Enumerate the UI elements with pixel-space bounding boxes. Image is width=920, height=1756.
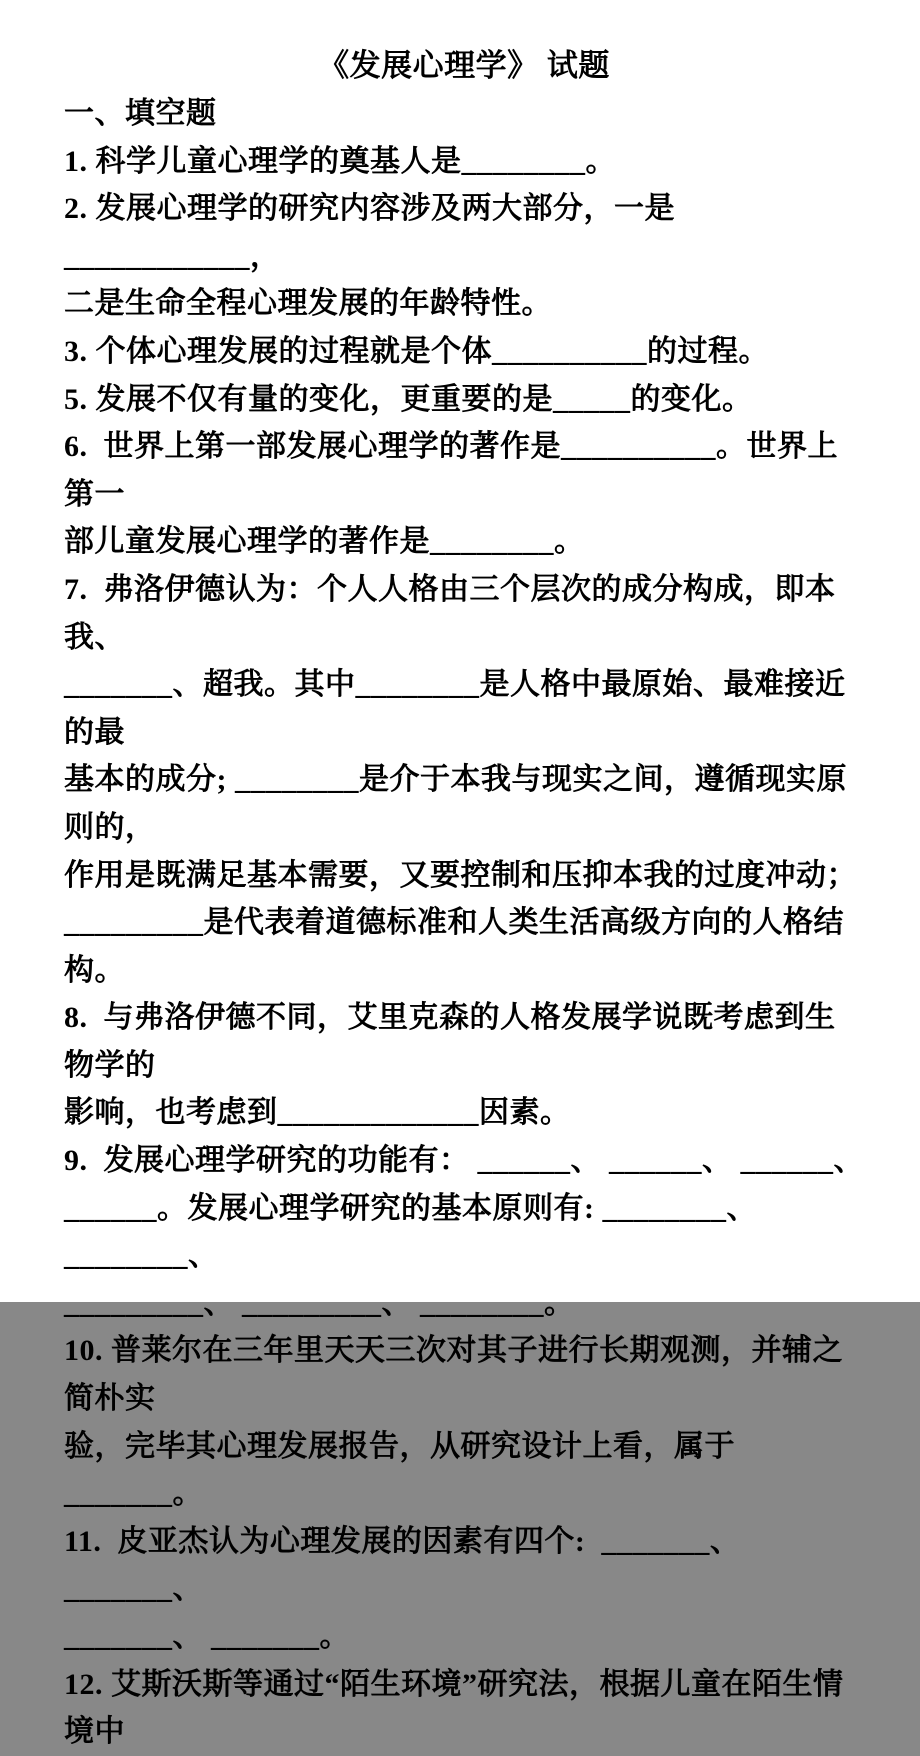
question-line-6-cont: 部儿童发展心理学的著作是________。 bbox=[64, 525, 585, 559]
question-line-12: 12. 艾斯沃斯等通过“陌生环境”研究法，根据儿童在陌生情境中 bbox=[64, 1667, 844, 1749]
question-line-7-cont-3: 作用是既满足基本需要，又要控制和压抑本我的过度冲动； bbox=[64, 858, 857, 892]
question-line-11: 11. 皮亚杰认为心理发展的因素有四个: _______、 _______、 bbox=[64, 1524, 749, 1606]
question-line-7-cont-4: _________是代表着道德标准和人类生活高级方向的人格结构。 bbox=[64, 906, 844, 987]
question-line-5: 5. 发展不仅有量的变化，更重要的是_____的变化。 bbox=[64, 382, 753, 416]
question-line-7-cont-2: 基本的成分; ________是介于本我与现实之间，遵循现实原则的， bbox=[64, 763, 847, 844]
question-line-9-cont-1: ______。发展心理学研究的基本原则有: ________、________、 bbox=[64, 1191, 757, 1273]
question-line-6: 6. 世界上第一部发展心理学的著作是__________。世界上第一 bbox=[64, 430, 838, 511]
question-line-8: 8. 与弗洛伊德不同，艾里克森的人格发展学说既考虑到生物学的 bbox=[64, 1001, 836, 1082]
question-line-9: 9. 发展心理学研究的功能有： ______、 ______、 ______、 bbox=[64, 1144, 864, 1178]
question-line-1: 1. 科学儿童心理学的奠基人是________。 bbox=[64, 144, 616, 178]
question-line-9-cont-2: _________、 _________、 ________。 bbox=[64, 1286, 575, 1320]
document-title: 《发展心理学》 试题 bbox=[318, 48, 610, 83]
question-line-7: 7. 弗洛伊德认为：个人人格由三个层次的成分构成，即本我、 bbox=[64, 572, 836, 654]
question-line-10: 10. 普莱尔在三年里天天三次对其子进行长期观测，并辅之简朴实 bbox=[64, 1334, 843, 1416]
question-line-7-cont-1: _______、超我。其中________是人格中最原始、最难接近的最 bbox=[64, 668, 846, 749]
question-line-2: 2. 发展心理学的研究内容涉及两大部分，一是____________， bbox=[64, 192, 675, 273]
section-heading: 一、填空题 bbox=[64, 97, 217, 130]
question-line-3: 3. 个体心理发展的过程就是个体__________的过程。 bbox=[64, 334, 769, 368]
question-line-2-cont: 二是生命全程心理发展的年龄特性。 bbox=[64, 287, 552, 321]
question-line-10-cont: 验，完毕其心理发展报告，从研究设计上看，属于_______。 bbox=[64, 1429, 735, 1511]
question-line-11-cont: _______、 _______。 bbox=[64, 1620, 350, 1653]
question-line-8-cont: 影响，也考虑到_____________因素。 bbox=[64, 1096, 571, 1130]
